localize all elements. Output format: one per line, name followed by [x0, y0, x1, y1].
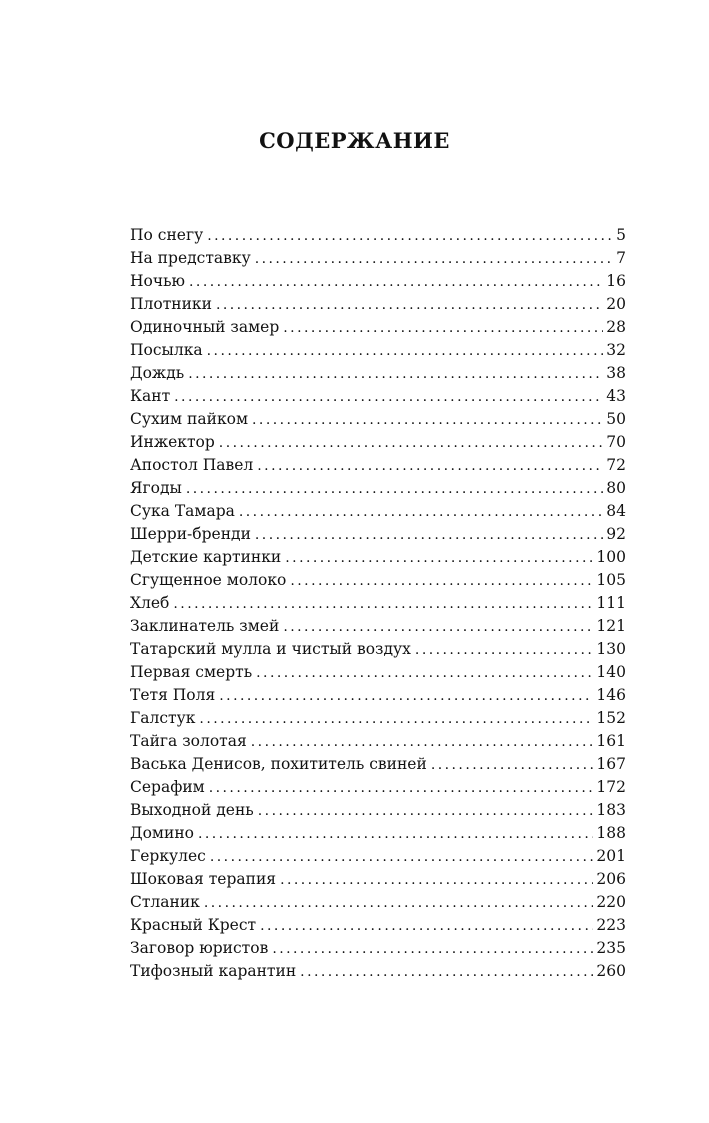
toc-dot-leader [256, 662, 593, 684]
toc-dot-leader [209, 777, 594, 799]
toc-entry [130, 362, 626, 385]
toc-entry-title: Плотники [130, 295, 212, 313]
toc-entry-page-number: 183 [596, 801, 626, 819]
toc-entry [130, 270, 626, 293]
toc-entry [130, 408, 626, 431]
toc-dot-leader [188, 363, 603, 385]
toc-entry-title: Красный Крест [130, 916, 257, 934]
toc-dot-leader [204, 892, 594, 914]
toc-dot-leader [252, 409, 603, 431]
toc-dot-leader [207, 340, 604, 362]
toc-entry-title: Апостол Павел [130, 456, 254, 474]
toc-entry-title: Посылка [130, 341, 203, 359]
toc-dot-leader [283, 616, 593, 638]
toc-dot-leader [257, 455, 603, 477]
table-of-contents [130, 224, 626, 983]
toc-entry [130, 776, 626, 799]
toc-entry-page-number: 223 [596, 916, 626, 934]
toc-entry-title: Стланик [130, 893, 200, 911]
toc-entry [130, 385, 626, 408]
toc-entry-page-number: 167 [596, 755, 626, 773]
toc-entry-title: Кант [130, 387, 171, 405]
toc-entry-page-number: 146 [596, 686, 626, 704]
toc-entry [130, 661, 626, 684]
toc-entry [130, 454, 626, 477]
toc-dot-leader [219, 685, 593, 707]
toc-entry [130, 615, 626, 638]
toc-dot-leader [199, 708, 593, 730]
toc-entry-title: Инжектор [130, 433, 215, 451]
toc-entry [130, 638, 626, 661]
toc-dot-leader [283, 317, 603, 339]
toc-dot-leader [216, 294, 603, 316]
toc-dot-leader [174, 386, 603, 408]
toc-entry [130, 707, 626, 730]
toc-entry-page-number: 28 [606, 318, 626, 336]
toc-entry [130, 960, 626, 983]
toc-entry-page-number: 7 [616, 249, 626, 267]
toc-entry [130, 477, 626, 500]
toc-entry-title: Тетя Поля [130, 686, 216, 704]
toc-entry-title: Геркулес [130, 847, 206, 865]
toc-dot-leader [189, 271, 603, 293]
toc-entry-title: Заговор юристов [130, 939, 269, 957]
toc-dot-leader [255, 248, 613, 270]
toc-entry [130, 523, 626, 546]
toc-entry-title: Ночью [130, 272, 186, 290]
toc-entry-title: Домино [130, 824, 194, 842]
toc-entry [130, 684, 626, 707]
toc-entry-title: Тифозный карантин [130, 962, 297, 980]
toc-entry-title: Первая смерть [130, 663, 253, 681]
toc-entry-title: На представку [130, 249, 251, 267]
toc-entry-page-number: 16 [606, 272, 626, 290]
toc-dot-leader [290, 570, 593, 592]
toc-entry-page-number: 140 [596, 663, 626, 681]
toc-entry-title: Тайга золотая [130, 732, 247, 750]
toc-dot-leader [258, 800, 594, 822]
toc-dot-leader [255, 524, 603, 546]
toc-entry-page-number: 260 [596, 962, 626, 980]
toc-entry-title: Васька Денисов, похититель свиней [130, 755, 427, 773]
toc-entry-page-number: 130 [596, 640, 626, 658]
toc-entry [130, 592, 626, 615]
toc-entry [130, 845, 626, 868]
toc-entry [130, 569, 626, 592]
toc-entry [130, 224, 626, 247]
toc-entry-title: Сухим пайком [130, 410, 249, 428]
toc-dot-leader [280, 869, 593, 891]
toc-entry-page-number: 92 [606, 525, 626, 543]
toc-entry-page-number: 105 [596, 571, 626, 589]
toc-entry-page-number: 201 [596, 847, 626, 865]
toc-entry [130, 891, 626, 914]
toc-entry-page-number: 152 [596, 709, 626, 727]
toc-entry [130, 316, 626, 339]
toc-entry-page-number: 80 [606, 479, 626, 497]
toc-entry [130, 753, 626, 776]
toc-entry [130, 799, 626, 822]
toc-entry-title: Сука Тамара [130, 502, 235, 520]
toc-entry-title: Заклинатель змей [130, 617, 280, 635]
toc-entry-page-number: 100 [596, 548, 626, 566]
toc-entry [130, 293, 626, 316]
toc-entry-title: Татарский мулла и чистый воздух [130, 640, 411, 658]
toc-dot-leader [285, 547, 593, 569]
toc-entry [130, 868, 626, 891]
toc-entry-title: Хлеб [130, 594, 170, 612]
toc-dot-leader [272, 938, 593, 960]
toc-entry-page-number: 20 [606, 295, 626, 313]
toc-entry-page-number: 121 [596, 617, 626, 635]
toc-entry-page-number: 161 [596, 732, 626, 750]
toc-dot-leader [431, 754, 594, 776]
toc-entry-page-number: 38 [606, 364, 626, 382]
toc-entry-title: Одиночный замер [130, 318, 280, 336]
toc-entry-title: Сгущенное молоко [130, 571, 287, 589]
page-title: СОДЕРЖАНИЕ [259, 128, 450, 153]
toc-entry [130, 730, 626, 753]
toc-dot-leader [210, 846, 594, 868]
toc-entry [130, 822, 626, 845]
toc-entry [130, 500, 626, 523]
toc-entry-page-number: 111 [596, 594, 626, 612]
toc-dot-leader [219, 432, 603, 454]
toc-entry-title: Выходной день [130, 801, 254, 819]
toc-entry-title: Галстук [130, 709, 196, 727]
toc-entry-page-number: 235 [596, 939, 626, 957]
toc-entry-page-number: 5 [616, 226, 626, 244]
toc-entry [130, 937, 626, 960]
toc-entry [130, 247, 626, 270]
toc-entry-title: Дождь [130, 364, 185, 382]
toc-entry-page-number: 70 [606, 433, 626, 451]
toc-entry-page-number: 72 [606, 456, 626, 474]
toc-entry-page-number: 32 [606, 341, 626, 359]
toc-entry-page-number: 220 [596, 893, 626, 911]
toc-dot-leader [260, 915, 593, 937]
toc-entry-page-number: 43 [606, 387, 626, 405]
toc-entry-title: Шерри-бренди [130, 525, 251, 543]
toc-entry-title: Серафим [130, 778, 205, 796]
toc-entry-page-number: 50 [606, 410, 626, 428]
toc-entry [130, 431, 626, 454]
toc-entry-page-number: 84 [606, 502, 626, 520]
toc-entry-title: Шоковая терапия [130, 870, 277, 888]
toc-entry-page-number: 172 [596, 778, 626, 796]
toc-dot-leader [415, 639, 593, 661]
toc-dot-leader [173, 593, 593, 615]
toc-dot-leader [198, 823, 593, 845]
toc-entry-title: Детские картинки [130, 548, 282, 566]
toc-dot-leader [207, 225, 613, 247]
toc-dot-leader [251, 731, 594, 753]
toc-entry [130, 546, 626, 569]
toc-entry [130, 339, 626, 362]
toc-entry [130, 914, 626, 937]
toc-entry-page-number: 206 [596, 870, 626, 888]
toc-dot-leader [239, 501, 603, 523]
toc-entry-page-number: 188 [596, 824, 626, 842]
toc-entry-title: По снегу [130, 226, 204, 244]
toc-dot-leader [300, 961, 593, 983]
toc-entry-title: Ягоды [130, 479, 182, 497]
toc-dot-leader [186, 478, 603, 500]
